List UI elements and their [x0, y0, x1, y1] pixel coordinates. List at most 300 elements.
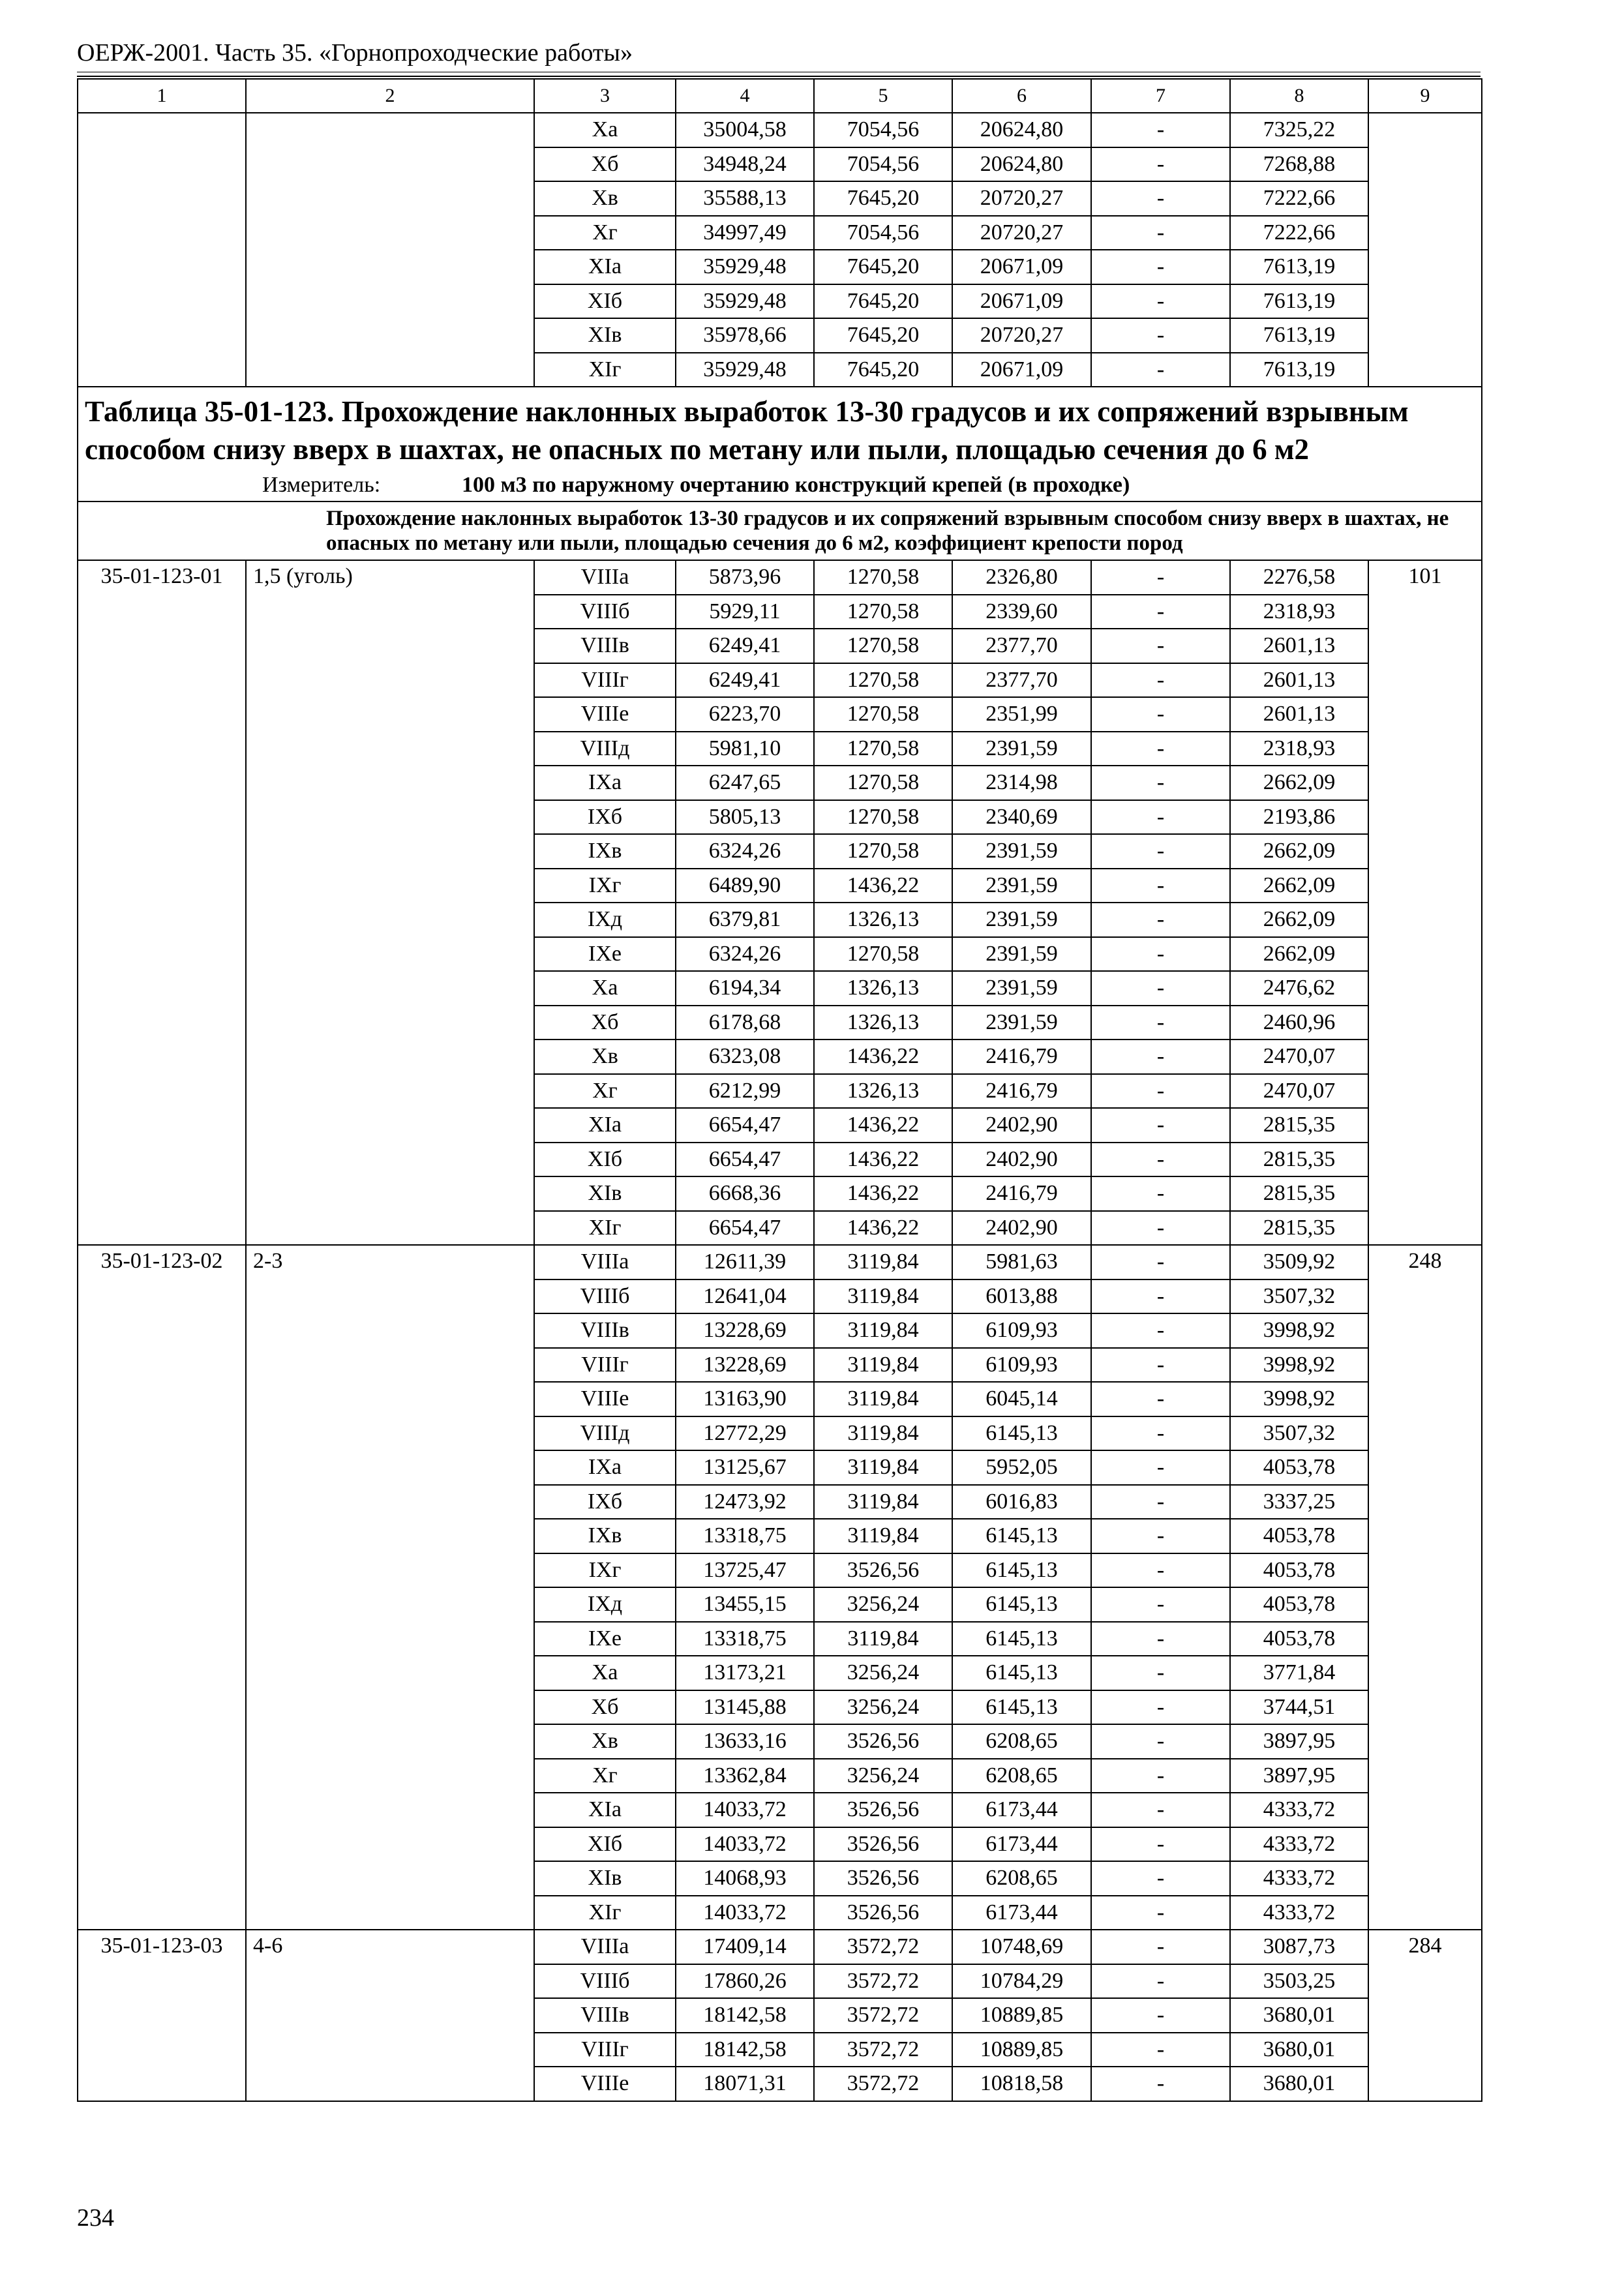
table-description-row	[78, 501, 1482, 560]
total-cost-cell: 17860,26	[676, 1964, 814, 1999]
materials-cell: 3998,92	[1230, 1313, 1368, 1348]
wages-cell: 7645,20	[814, 250, 952, 284]
wages-cell: 3526,56	[814, 1861, 952, 1896]
driver-wages-cell: -	[1091, 1690, 1230, 1725]
driver-wages-cell: -	[1091, 1622, 1230, 1656]
total-cost-cell: 18071,31	[676, 2067, 814, 2101]
total-cost-cell: 5805,13	[676, 800, 814, 835]
strength-coefficient: 4-6	[246, 1930, 534, 2101]
level-cell: XIв	[534, 1861, 676, 1896]
column-number: 7	[1091, 79, 1230, 113]
level-cell: IXa	[534, 766, 676, 800]
total-cost-cell: 6324,26	[676, 834, 814, 869]
total-cost-cell: 6324,26	[676, 937, 814, 972]
column-number: 4	[676, 79, 814, 113]
materials-cell: 3897,95	[1230, 1724, 1368, 1759]
machines-cell: 20624,80	[952, 113, 1091, 147]
machines-cell: 2377,70	[952, 629, 1091, 663]
materials-cell: 3507,32	[1230, 1416, 1368, 1451]
level-cell: VIIIa	[534, 560, 676, 595]
materials-cell: 4333,72	[1230, 1896, 1368, 1930]
column-numbers-row	[78, 79, 1482, 113]
wages-cell: 1436,22	[814, 1040, 952, 1074]
machines-cell: 20720,27	[952, 216, 1091, 250]
driver-wages-cell: -	[1091, 1245, 1230, 1279]
total-cost-cell: 5981,10	[676, 732, 814, 766]
machines-cell: 20671,09	[952, 284, 1091, 319]
driver-wages-cell: -	[1091, 766, 1230, 800]
column-number: 8	[1230, 79, 1368, 113]
machines-cell: 6109,93	[952, 1348, 1091, 1383]
driver-wages-cell: -	[1091, 1759, 1230, 1793]
wages-cell: 3256,24	[814, 1690, 952, 1725]
level-cell: Xб	[534, 1006, 676, 1040]
machines-cell: 5981,63	[952, 1245, 1091, 1279]
measure-label: Измеритель:	[262, 473, 381, 497]
level-cell: VIIIв	[534, 629, 676, 663]
machines-cell: 2391,59	[952, 834, 1091, 869]
materials-cell: 7222,66	[1230, 181, 1368, 216]
level-cell: VIIIг	[534, 2033, 676, 2067]
wages-cell: 1270,58	[814, 732, 952, 766]
machines-cell: 2391,59	[952, 971, 1091, 1006]
wages-cell: 1436,22	[814, 1176, 952, 1211]
level-cell: XIa	[534, 1108, 676, 1143]
driver-wages-cell: -	[1091, 318, 1230, 353]
total-cost-cell: 6379,81	[676, 903, 814, 937]
total-cost-cell: 6654,47	[676, 1211, 814, 1246]
strength-coefficient: 2-3	[246, 1245, 534, 1930]
wages-cell: 1270,58	[814, 697, 952, 732]
level-cell: IXв	[534, 1519, 676, 1553]
level-cell: VIIIб	[534, 1279, 676, 1314]
materials-cell: 7268,88	[1230, 147, 1368, 182]
wages-cell: 1436,22	[814, 1143, 952, 1177]
driver-wages-cell: -	[1091, 1279, 1230, 1314]
level-cell: VIIIв	[534, 1998, 676, 2033]
machines-cell: 20671,09	[952, 353, 1091, 387]
driver-wages-cell: -	[1091, 663, 1230, 698]
wages-cell: 1270,58	[814, 800, 952, 835]
column-number: 5	[814, 79, 952, 113]
driver-wages-cell: -	[1091, 353, 1230, 387]
level-cell: IXe	[534, 1622, 676, 1656]
table-title-cell	[78, 387, 1482, 501]
materials-cell: 4053,78	[1230, 1587, 1368, 1622]
driver-wages-cell: -	[1091, 869, 1230, 903]
driver-wages-cell: -	[1091, 2033, 1230, 2067]
total-cost-cell: 13173,21	[676, 1656, 814, 1690]
driver-wages-cell: -	[1091, 1964, 1230, 1999]
norm-value: 101	[1368, 560, 1482, 1245]
driver-wages-cell: -	[1091, 1656, 1230, 1690]
wages-cell: 7645,20	[814, 284, 952, 319]
total-cost-cell: 13145,88	[676, 1690, 814, 1725]
driver-wages-cell: -	[1091, 595, 1230, 629]
machines-cell: 2339,60	[952, 595, 1091, 629]
coef-cell	[246, 113, 534, 387]
materials-cell: 2662,09	[1230, 937, 1368, 972]
driver-wages-cell: -	[1091, 629, 1230, 663]
materials-cell: 4053,78	[1230, 1622, 1368, 1656]
total-cost-cell: 13455,15	[676, 1587, 814, 1622]
level-cell: XIб	[534, 1827, 676, 1862]
machines-cell: 6208,65	[952, 1759, 1091, 1793]
machines-cell: 6145,13	[952, 1553, 1091, 1588]
level-cell: IXa	[534, 1450, 676, 1485]
wages-cell: 3119,84	[814, 1245, 952, 1279]
level-cell: IXг	[534, 1553, 676, 1588]
driver-wages-cell: -	[1091, 1143, 1230, 1177]
materials-cell: 2662,09	[1230, 869, 1368, 903]
materials-cell: 2662,09	[1230, 834, 1368, 869]
level-cell: Xб	[534, 147, 676, 182]
wages-cell: 3526,56	[814, 1827, 952, 1862]
total-cost-cell: 13228,69	[676, 1348, 814, 1383]
total-cost-cell: 12772,29	[676, 1416, 814, 1451]
wages-cell: 7054,56	[814, 216, 952, 250]
total-cost-cell: 13163,90	[676, 1382, 814, 1416]
machines-cell: 6045,14	[952, 1382, 1091, 1416]
driver-wages-cell: -	[1091, 1896, 1230, 1930]
driver-wages-cell: -	[1091, 732, 1230, 766]
wages-cell: 1436,22	[814, 869, 952, 903]
materials-cell: 2662,09	[1230, 903, 1368, 937]
level-cell: XIб	[534, 284, 676, 319]
level-cell: IXв	[534, 834, 676, 869]
wages-cell: 3526,56	[814, 1553, 952, 1588]
driver-wages-cell: -	[1091, 560, 1230, 595]
machines-cell: 2391,59	[952, 732, 1091, 766]
driver-wages-cell: -	[1091, 250, 1230, 284]
machines-cell: 6173,44	[952, 1896, 1091, 1930]
materials-cell: 2815,35	[1230, 1176, 1368, 1211]
total-cost-cell: 35929,48	[676, 353, 814, 387]
strength-coefficient: 1,5 (уголь)	[246, 560, 534, 1245]
table-row	[78, 113, 1482, 147]
wages-cell: 1270,58	[814, 766, 952, 800]
machines-cell: 10889,85	[952, 2033, 1091, 2067]
level-cell: IXб	[534, 800, 676, 835]
norm-code: 35-01-123-02	[78, 1245, 246, 1930]
level-cell: XIв	[534, 1176, 676, 1211]
total-cost-cell: 6223,70	[676, 697, 814, 732]
table-title: Таблица 35-01-123. Прохождение наклонных выработок 13-30 градусов и их сопряжений взрывным способом снизу вверх в шахтах, не опасных по метану или пыли, площадью сечения до 6 м2	[85, 395, 1409, 466]
table-title-row	[78, 387, 1482, 501]
machines-cell: 10889,85	[952, 1998, 1091, 2033]
total-cost-cell: 6489,90	[676, 869, 814, 903]
wages-cell: 1436,22	[814, 1108, 952, 1143]
column-number: 3	[534, 79, 676, 113]
machines-cell: 6016,83	[952, 1485, 1091, 1519]
materials-cell: 7222,66	[1230, 216, 1368, 250]
total-cost-cell: 18142,58	[676, 2033, 814, 2067]
level-cell: XIг	[534, 1896, 676, 1930]
materials-cell: 3744,51	[1230, 1690, 1368, 1725]
machines-cell: 6109,93	[952, 1313, 1091, 1348]
materials-cell: 4053,78	[1230, 1450, 1368, 1485]
driver-wages-cell: -	[1091, 1827, 1230, 1862]
driver-wages-cell: -	[1091, 216, 1230, 250]
wages-cell: 3119,84	[814, 1348, 952, 1383]
materials-cell: 2470,07	[1230, 1074, 1368, 1109]
level-cell: IXд	[534, 1587, 676, 1622]
driver-wages-cell: -	[1091, 181, 1230, 216]
level-cell: Xa	[534, 1656, 676, 1690]
header-rule	[77, 72, 1481, 77]
level-cell: Xв	[534, 1040, 676, 1074]
column-number: 6	[952, 79, 1091, 113]
total-cost-cell: 35588,13	[676, 181, 814, 216]
wages-cell: 3119,84	[814, 1279, 952, 1314]
total-cost-cell: 13318,75	[676, 1622, 814, 1656]
materials-cell: 2470,07	[1230, 1040, 1368, 1074]
driver-wages-cell: -	[1091, 147, 1230, 182]
total-cost-cell: 5873,96	[676, 560, 814, 595]
wages-cell: 3572,72	[814, 1930, 952, 1964]
machines-cell: 10784,29	[952, 1964, 1091, 1999]
total-cost-cell: 34997,49	[676, 216, 814, 250]
total-cost-cell: 6194,34	[676, 971, 814, 1006]
driver-wages-cell: -	[1091, 1861, 1230, 1896]
wages-cell: 1270,58	[814, 937, 952, 972]
level-cell: XIa	[534, 1793, 676, 1827]
wages-cell: 3526,56	[814, 1896, 952, 1930]
materials-cell: 4333,72	[1230, 1827, 1368, 1862]
total-cost-cell: 6178,68	[676, 1006, 814, 1040]
materials-cell: 4333,72	[1230, 1793, 1368, 1827]
machines-cell: 20720,27	[952, 318, 1091, 353]
level-cell: Xг	[534, 216, 676, 250]
machines-cell: 6145,13	[952, 1416, 1091, 1451]
materials-cell: 7613,19	[1230, 353, 1368, 387]
table-body	[78, 79, 1482, 2101]
level-cell: VIIIб	[534, 595, 676, 629]
level-cell: VIIIд	[534, 732, 676, 766]
total-cost-cell: 6249,41	[676, 663, 814, 698]
driver-wages-cell: -	[1091, 834, 1230, 869]
materials-cell: 7613,19	[1230, 284, 1368, 319]
level-cell: VIIIг	[534, 1348, 676, 1383]
wages-cell: 3119,84	[814, 1382, 952, 1416]
level-cell: IXб	[534, 1485, 676, 1519]
measure-value: 100 м3 по наружному очертанию конструкций крепей (в проходке)	[462, 473, 1130, 497]
machines-cell: 2377,70	[952, 663, 1091, 698]
driver-wages-cell: -	[1091, 903, 1230, 937]
wages-cell: 1326,13	[814, 971, 952, 1006]
total-cell	[1368, 113, 1482, 387]
machines-cell: 2351,99	[952, 697, 1091, 732]
machines-cell: 2402,90	[952, 1143, 1091, 1177]
machines-cell: 2314,98	[952, 766, 1091, 800]
materials-cell: 3897,95	[1230, 1759, 1368, 1793]
machines-cell: 2402,90	[952, 1211, 1091, 1246]
level-cell: IXe	[534, 937, 676, 972]
driver-wages-cell: -	[1091, 1313, 1230, 1348]
driver-wages-cell: -	[1091, 1211, 1230, 1246]
level-cell: Xг	[534, 1074, 676, 1109]
driver-wages-cell: -	[1091, 1006, 1230, 1040]
driver-wages-cell: -	[1091, 1587, 1230, 1622]
driver-wages-cell: -	[1091, 1348, 1230, 1383]
level-cell: XIг	[534, 1211, 676, 1246]
machines-cell: 2416,79	[952, 1074, 1091, 1109]
level-cell: Xa	[534, 113, 676, 147]
column-number: 9	[1368, 79, 1482, 113]
level-cell: Xв	[534, 1724, 676, 1759]
machines-cell: 2416,79	[952, 1040, 1091, 1074]
norm-value: 248	[1368, 1245, 1482, 1930]
total-cost-cell: 35929,48	[676, 250, 814, 284]
machines-cell: 6013,88	[952, 1279, 1091, 1314]
table-description: Прохождение наклонных выработок 13-30 градусов и их сопряжений взрывным способом снизу вверх в шахтах, не опасных по метану или пыли, площадью сечения до 6 м2, коэффициент крепости пород	[78, 501, 1482, 560]
machines-cell: 2391,59	[952, 937, 1091, 972]
level-cell: Xв	[534, 181, 676, 216]
materials-cell: 2601,13	[1230, 663, 1368, 698]
total-cost-cell: 18142,58	[676, 1998, 814, 2033]
machines-cell: 20624,80	[952, 147, 1091, 182]
materials-cell: 2318,93	[1230, 595, 1368, 629]
materials-cell: 3509,92	[1230, 1245, 1368, 1279]
wages-cell: 3119,84	[814, 1622, 952, 1656]
driver-wages-cell: -	[1091, 1450, 1230, 1485]
wages-cell: 3526,56	[814, 1793, 952, 1827]
wages-cell: 1326,13	[814, 1006, 952, 1040]
driver-wages-cell: -	[1091, 937, 1230, 972]
total-cost-cell: 6668,36	[676, 1176, 814, 1211]
wages-cell: 3119,84	[814, 1313, 952, 1348]
total-cost-cell: 5929,11	[676, 595, 814, 629]
level-cell: VIIIв	[534, 1313, 676, 1348]
total-cost-cell: 12641,04	[676, 1279, 814, 1314]
machines-cell: 6145,13	[952, 1622, 1091, 1656]
driver-wages-cell: -	[1091, 1040, 1230, 1074]
total-cost-cell: 35929,48	[676, 284, 814, 319]
machines-cell: 6145,13	[952, 1690, 1091, 1725]
machines-cell: 2340,69	[952, 800, 1091, 835]
running-header: ОЕРЖ-2001. Часть 35. «Горнопроходческие работы»	[77, 39, 633, 67]
total-cost-cell: 17409,14	[676, 1930, 814, 1964]
machines-cell: 6145,13	[952, 1519, 1091, 1553]
total-cost-cell: 13725,47	[676, 1553, 814, 1588]
materials-cell: 2601,13	[1230, 697, 1368, 732]
machines-cell: 2391,59	[952, 1006, 1091, 1040]
wages-cell: 7054,56	[814, 113, 952, 147]
materials-cell: 2476,62	[1230, 971, 1368, 1006]
level-cell: VIIIд	[534, 1416, 676, 1451]
materials-cell: 3337,25	[1230, 1485, 1368, 1519]
level-cell: VIIIe	[534, 1382, 676, 1416]
wages-cell: 1436,22	[814, 1211, 952, 1246]
materials-cell: 2815,35	[1230, 1143, 1368, 1177]
norm-value: 284	[1368, 1930, 1482, 2101]
driver-wages-cell: -	[1091, 1724, 1230, 1759]
total-cost-cell: 6654,47	[676, 1143, 814, 1177]
wages-cell: 1270,58	[814, 629, 952, 663]
driver-wages-cell: -	[1091, 1998, 1230, 2033]
driver-wages-cell: -	[1091, 1485, 1230, 1519]
total-cost-cell: 13125,67	[676, 1450, 814, 1485]
materials-cell: 2815,35	[1230, 1108, 1368, 1143]
table-row	[78, 1930, 1482, 1964]
driver-wages-cell: -	[1091, 1553, 1230, 1588]
wages-cell: 1270,58	[814, 595, 952, 629]
wages-cell: 3119,84	[814, 1519, 952, 1553]
code-cell	[78, 113, 246, 387]
machines-cell: 6208,65	[952, 1724, 1091, 1759]
total-cost-cell: 14033,72	[676, 1827, 814, 1862]
materials-cell: 3680,01	[1230, 2067, 1368, 2101]
level-cell: VIIIг	[534, 663, 676, 698]
machines-cell: 2402,90	[952, 1108, 1091, 1143]
machines-cell: 5952,05	[952, 1450, 1091, 1485]
machines-cell: 20671,09	[952, 250, 1091, 284]
level-cell: XIб	[534, 1143, 676, 1177]
wages-cell: 1270,58	[814, 560, 952, 595]
materials-cell: 2662,09	[1230, 766, 1368, 800]
total-cost-cell: 14068,93	[676, 1861, 814, 1896]
materials-cell: 3998,92	[1230, 1382, 1368, 1416]
driver-wages-cell: -	[1091, 971, 1230, 1006]
total-cost-cell: 13633,16	[676, 1724, 814, 1759]
level-cell: VIIIe	[534, 2067, 676, 2101]
machines-cell: 6173,44	[952, 1827, 1091, 1862]
driver-wages-cell: -	[1091, 800, 1230, 835]
driver-wages-cell: -	[1091, 1519, 1230, 1553]
level-cell: VIIIe	[534, 697, 676, 732]
wages-cell: 7054,56	[814, 147, 952, 182]
wages-cell: 3256,24	[814, 1759, 952, 1793]
machines-cell: 10818,58	[952, 2067, 1091, 2101]
wages-cell: 3256,24	[814, 1587, 952, 1622]
wages-cell: 3256,24	[814, 1656, 952, 1690]
wages-cell: 7645,20	[814, 181, 952, 216]
norm-code: 35-01-123-03	[78, 1930, 246, 2101]
wages-cell: 1326,13	[814, 1074, 952, 1109]
wages-cell: 3119,84	[814, 1450, 952, 1485]
column-number: 2	[246, 79, 534, 113]
wages-cell: 3526,56	[814, 1724, 952, 1759]
machines-cell: 20720,27	[952, 181, 1091, 216]
level-cell: Xг	[534, 1759, 676, 1793]
materials-cell: 4333,72	[1230, 1861, 1368, 1896]
machines-cell: 6145,13	[952, 1656, 1091, 1690]
page-number: 234	[77, 2204, 114, 2232]
column-number: 1	[78, 79, 246, 113]
level-cell: IXд	[534, 903, 676, 937]
total-cost-cell: 6212,99	[676, 1074, 814, 1109]
level-cell: XIa	[534, 250, 676, 284]
level-cell: XIв	[534, 318, 676, 353]
machines-cell: 6208,65	[952, 1861, 1091, 1896]
machines-cell: 2391,59	[952, 903, 1091, 937]
total-cost-cell: 14033,72	[676, 1793, 814, 1827]
table-row	[78, 560, 1482, 595]
materials-cell: 2193,86	[1230, 800, 1368, 835]
driver-wages-cell: -	[1091, 1176, 1230, 1211]
driver-wages-cell: -	[1091, 1074, 1230, 1109]
level-cell: VIIIa	[534, 1245, 676, 1279]
total-cost-cell: 6323,08	[676, 1040, 814, 1074]
wages-cell: 3572,72	[814, 1998, 952, 2033]
machines-cell: 2326,80	[952, 560, 1091, 595]
materials-cell: 3680,01	[1230, 2033, 1368, 2067]
machines-cell: 2416,79	[952, 1176, 1091, 1211]
total-cost-cell: 12611,39	[676, 1245, 814, 1279]
wages-cell: 3119,84	[814, 1416, 952, 1451]
machines-cell: 10748,69	[952, 1930, 1091, 1964]
measure-line	[85, 472, 1475, 498]
